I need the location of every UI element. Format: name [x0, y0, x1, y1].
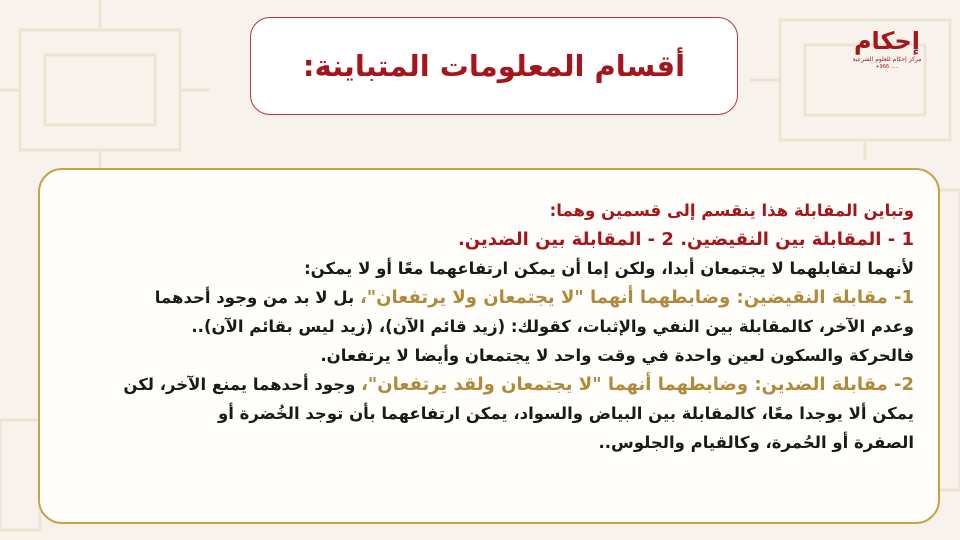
divisions-line: 1 - المقابلة بين النقيضين. 2 - المقابلة بين الضدين. [457, 229, 914, 250]
point2-label: 2- مقابلة الضدين: وضابطهما أنهما "لا يجتمعان ولقد يرتفعان"، [361, 374, 914, 395]
point2-line1 [64, 370, 914, 399]
content-box [38, 168, 940, 524]
point2-line3: الصفرة أو الحُمرة، وكالقيام والجلوس.. [598, 433, 914, 452]
explanation-line: لأنهما لتقابلهما لا يجتمعان أبدا، ولكن إما أن يمكن ارتفاعهما معًا أو لا يمكن: [304, 259, 914, 278]
logo [848, 26, 926, 96]
point2-rest: وجود أحدهما يمنع الآخر، لكن [123, 375, 362, 394]
content-text [64, 196, 914, 457]
intro-line: وتباين المقابلة هذا ينقسم إلى قسمين وهما: [549, 201, 914, 220]
logo-wordmark: إحكام [853, 27, 921, 55]
point1-rest: بل لا بد من وجود أحدهما [154, 288, 360, 307]
point1-label: 1- مقابلة النقيضين: وضابطهما أنهما "لا يجتمعان ولا يرتفعان"، [359, 287, 914, 308]
logo-subtitle: مركز إحكام للعلوم الشرعية [852, 56, 922, 63]
point1-line2: وعدم الآخر، كالمقابلة بين النفي والإثبات، كقولك: (زيد قائم الآن)، (زيد ليس بقائم الآن).. [191, 317, 914, 336]
page-title: أقسام المعلومات المتباينة: [302, 49, 686, 83]
title-box [250, 17, 738, 115]
logo-phone: +966 ..... [875, 64, 899, 70]
point1-line3: فالحركة والسكون لعين واحدة في وقت واحد لا يجتمعان وأيضا لا يرتفعان. [320, 346, 914, 365]
point1-line1 [64, 283, 914, 312]
point2-line2: يمكن ألا يوجدا معًا، كالمقابلة بين البياض والسواد، يمكن ارتفاعهما بأن توجد الخُضرة أو [217, 404, 914, 423]
